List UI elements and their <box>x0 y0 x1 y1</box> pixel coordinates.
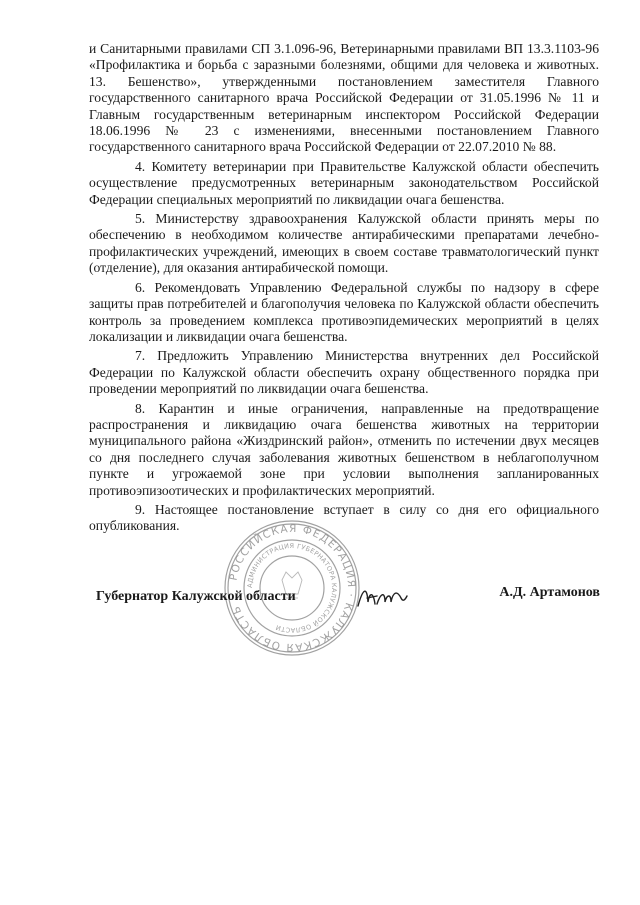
paragraph-item-7: 7. Предложить Управлению Министерства внутренних дел Российской Федерации по Калужской области обеспечить охрану общественного порядка при проведении мероприятий по ликвидации очага бешенства. <box>89 348 599 397</box>
paragraph-item-6: 6. Рекомендовать Управлению Федеральной службы по надзору в сфере защиты прав потребителей и благополучия человека по Калужской области обеспечить контроль за проведением комплекса противоэпидемических мероприятий в целях локализации и ликвидации очага бешенства. <box>89 279 599 344</box>
document-body <box>89 41 599 538</box>
paragraph-item-5: 5. Министерству здравоохранения Калужской области принять меры по обеспечению в необходимом количестве антирабическими препаратами лечебно-профилактических учреждений, имеющих в своем составе травматологический пункт (отделение), для оказания антирабической помощи. <box>89 211 599 276</box>
handwritten-signature <box>355 584 409 612</box>
paragraph-item-4: 4. Комитету ветеринарии при Правительстве Калужской области обеспечить осуществление предусмотренных ветеринарным законодательством Российской Федерации специальных мероприятий по ликвидации очага бешенства. <box>89 158 599 207</box>
governor-name: А.Д. Артамонов <box>499 585 600 600</box>
paragraph-item-9: 9. Настоящее постановление вступает в силу со дня его официального опубликования. <box>89 501 599 534</box>
svg-text:АДМИНИСТРАЦИЯ ГУБЕРНАТОРА КАЛУ: АДМИНИСТРАЦИЯ ГУБЕРНАТОРА КАЛУЖСКОЙ ОБЛАСТИ <box>245 541 339 635</box>
svg-text:РОССИЙСКАЯ ФЕДЕРАЦИЯ · КАЛУЖСК: РОССИЙСКАЯ ФЕДЕРАЦИЯ · КАЛУЖСКАЯ ОБЛАСТЬ <box>227 522 358 654</box>
paragraph-item-8: 8. Карантин и иные ограничения, направленные на предотвращение распространения и ликвидацию очага бешенства животных на территории муниципального района «Жиздринский район», отменить по истечении двух месяцев со дня последнего случая заболевания животных бешенством в неблагополучном пункте и угрожаемой зоне при условии выполнения запланированных противоэпизоотических и профилактических мероприятий. <box>89 400 599 498</box>
signature-row <box>96 584 600 624</box>
paragraph-continuation: и Санитарными правилами СП 3.1.096-96, Ветеринарными правилами ВП 13.3.1103-96 «Профилактика и борьба с заразными болезнями, общими для человека и животных. 13. Бешенство», утвержденными постановлением заместителя Главного государственного санитарного врача Российской Федерации от 31.05.1996 № 11 и Главным государственным ветеринарным инспектором Российской Федерации 18.06.1996 № 23 с изменениями, внесенными постановлением Главного государственного санитарного врача Российской Федерации от 22.07.2010 № 88. <box>89 41 599 155</box>
governor-title: Губернатор Калужской области <box>96 589 296 604</box>
